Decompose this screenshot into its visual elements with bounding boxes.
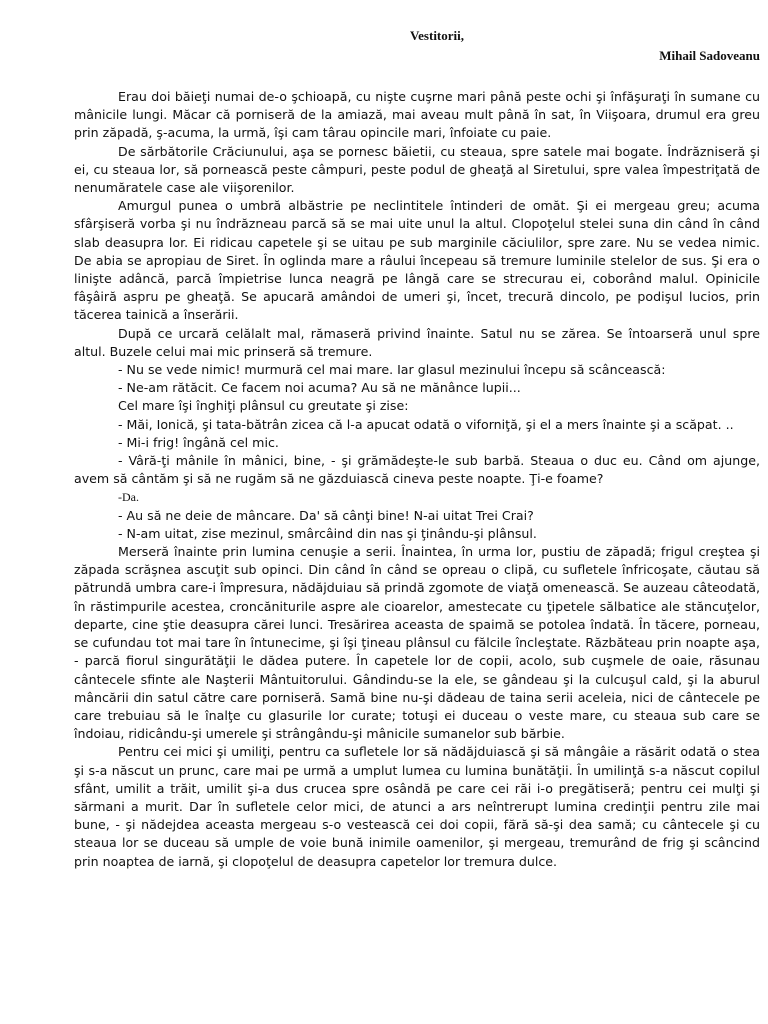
dialog-line: Cel mare îşi înghiţi plânsul cu greutate şi zise: — [118, 398, 409, 414]
paragraph: Amurgul punea o umbră albăstrie pe neclintitele întinderi de omăt. Şi ei mergeau greu; acuma sfârşiseră vorba şi nu îndrăzneau parcă să se mai uite unul la altul. Clopoţelul stelei suna din când în când slab deasupra lor. Ei ridicau capetele şi se uitau pe sub marginile căciulilor, spre zare. Nu se vedea nimic. De abia se apropiau de Siret. În oglinda mare a râului începeau să tremure luminile stelelor de sus. Şi era o linişte adâncă, parcă împietrise lunca neagră pe lângă care se strecurau ei, coborând malul. Opinicile fâşâiră aspru pe gheaţă. Se apucară amândoi de umeri şi, încet, trecură dincolo, pe podişul lucios, prin tăcerea tainică a înserării. — [74, 198, 760, 323]
dialog-line: - N-am uitat, zise mezinul, smârcâind din nas şi ţinându-şi plânsul. — [118, 525, 537, 541]
dialog-line: - Ne-am rătăcit. Ce facem noi acuma? Au să ne mănânce lupii... — [118, 380, 521, 396]
dialog-line: - Vâră-ţi mânile în mânici, bine, - şi grămădeşte-le sub barbă. Steaua o duc eu. Când om ajunge, avem să cântăm şi să ne rugăm să ne găzduiască cineva peste noapte. Ţi-e foame? — [74, 453, 760, 487]
dialog-line: - Nu se vede nimic! murmură cel mai mare. Iar glasul mezinului începu să scâncească: — [118, 362, 666, 378]
paragraph: Pentru cei mici şi umiliţi, pentru ca sufletele lor să nădăjduiască şi să mângâie a răsărit odată o stea şi s-a născut un prunc, care mai pe urmă a umplut lumea cu lumina bunătăţii. În umilinţă s-a născut copilul sfânt, umilit a trăit, umilit şi-a dus crucea spre osândă pe care cei răi i-o pregătiseră; pentru cei mulţi şi sărmani a murit. Dar în sufletele celor mici, de atunci a ars neîntrerupt lumina credinţii pentru zile mai bune, - şi nădejdea aceasta mergeau s-o vestească cei doi copii, fără să-şi dea samă; cu cântecele şi cu steaua lor se duceau să umple de voie bună inimile oamenilor, şi mergeau, tremurând de frig şi scâncind prin noaptea de iarnă, şi clopoţelul de deasupra capetelor lor tremura dulce. — [74, 744, 760, 869]
paragraph: Merseră înainte prin lumina cenuşie a serii. Înaintea, în urma lor, pustiu de zăpadă; frigul creştea şi zăpada scrăşnea ascuţit sub opinci. Din când în când se opreau o clipă, cu sufletele înfricoşate, căutau să pătrundă umbra care-i împresura, nădăjduiau să prindă zgomote de viaţă omenească. Se auzeau câteodată, în răstimpurile acestea, croncăniturile aspre ale cioarelor, amestecate cu ţipetele sălbatice ale stăncuţelor, departe, cine ştie deasupra cărei lunci. Tresărirea aceasta de spaimă se potolea îndată. În tăcere, porneau, se cufundau tot mai tare în întunecime, şi îşi ţineau plânsul cu fălcile încleştate. Răzbăteau prin noapte aşa, - parcă fiorul singurătăţii le dădea putere. În capetele lor de copii, acolo, sub cuşmele de oaie, răsunau cântecele sfinte ale Naşterii Mântuitorului. Gândindu-se la ele, se gândeau şi la culcuşul cald, şi la aburul mâncării din satul către care porniseră. Samă bine nu-şi dădeau de taina serii aceleia, nici de cântecele pe care trebuiau să le înalţe cu glasurile lor curate; totuşi ei duceau o veste mare, cu steaua sub care se îndoiau, ridicându-şi umerele şi strângându-şi mânicile sumanelor sub bărbie. — [74, 544, 760, 742]
document-title: Vestitorii, — [409, 28, 465, 43]
document-page — [74, 28, 760, 871]
dialog-line: -Da. — [118, 490, 139, 505]
paragraph: După ce urcară celălalt mal, rămaseră privind înainte. Satul nu se zărea. Se întoarseră unul spre altul. Buzele celui mai mic prinseră să tremure. — [74, 325, 760, 359]
dialog-line: - Mi-i frig! îngână cel mic. — [118, 434, 279, 450]
dialog-line: - Măi, Ionică, şi tata-bătrân zicea că l-a apucat odată o viforniţă, şi el a mers înainte şi a scăpat. .. — [118, 416, 734, 432]
document-body — [74, 88, 760, 871]
paragraph: De sărbătorile Crăciunului, aşa se pornesc băietii, cu steaua, spre satele mai bogate. Îndrăzniseră şi ei, cu steaua lor, să pornească peste câmpuri, peste podul de gheaţă al Siretului, spre valea împestriţată de nenumăratele case ale viişorenilor. — [74, 143, 760, 196]
dialog-line: - Au să ne deie de mâncare. Da' să cânţi bine! N-ai uitat Trei Crai? — [118, 507, 534, 523]
document-author: Mihail Sadoveanu — [659, 48, 760, 63]
paragraph: Erau doi băieţi numai de-o şchioapă, cu nişte cuşrne mari până peste ochi şi înfăşuraţi în sumane cu mânicile lungi. Măcar că porniseră de la amiază, mai aveau mult până în sat, în Viişoara, drumul era greu prin zăpadă, ş-acuma, la urmă, îşi cam târau opincile mari, înfoiate cu paie. — [74, 89, 760, 141]
